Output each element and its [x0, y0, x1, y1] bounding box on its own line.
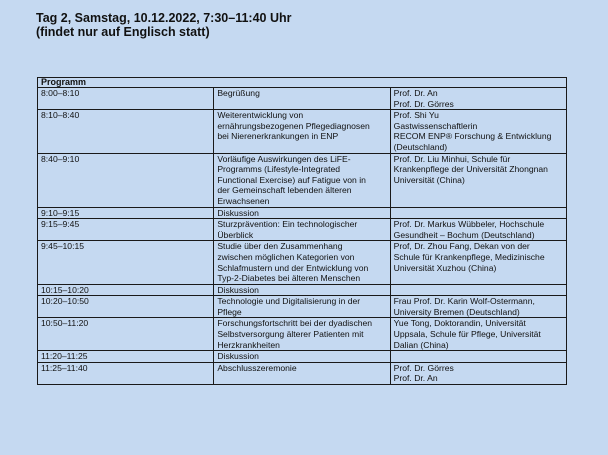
- topic-line: Functional Exercise) auf Fatigue von in: [217, 174, 366, 185]
- table-row: [38, 241, 567, 284]
- topic-cell: [214, 110, 390, 153]
- speaker-cell: [390, 351, 566, 363]
- topic-line: Technologie und Digitalisierung in der: [217, 296, 361, 307]
- time-cell: 9:45–10:15: [38, 241, 214, 284]
- topic-cell: [214, 284, 390, 296]
- time-cell: 8:00–8:10: [38, 88, 214, 110]
- speaker-line: Schule für Krankenpflege, Medizinische: [393, 251, 545, 262]
- topic-cell: [214, 153, 390, 207]
- time-cell: 11:25–11:40: [38, 362, 214, 384]
- topic-cell: [214, 318, 390, 351]
- table-row: [38, 88, 567, 110]
- table-row: [38, 351, 567, 363]
- topic-line: Programms (Lifestyle-Integrated: [217, 164, 341, 175]
- topic-cell: [214, 296, 390, 318]
- speaker-line: Universität (China): [393, 174, 465, 185]
- heading-line-1: Tag 2, Samstag, 10.12.2022, 7:30–11:40 Uhr: [36, 11, 292, 25]
- topic-line: Diskussion: [217, 351, 259, 362]
- topic-line: Abschlusszeremonie: [217, 362, 297, 373]
- speaker-cell: [390, 284, 566, 296]
- speaker-line: Dalian (China): [393, 339, 449, 350]
- topic-cell: [214, 207, 390, 219]
- speaker-line: Yue Tong, Doktorandin, Universität: [393, 318, 526, 329]
- table-header: Programm: [38, 78, 567, 88]
- time-cell: 10:20–10:50: [38, 296, 214, 318]
- speaker-line: Gesundheit – Bochum (Deutschland): [393, 229, 535, 240]
- speaker-line: Universität Xuzhou (China): [393, 262, 497, 273]
- topic-line: Typ-2-Diabetes bei älteren Menschen: [217, 273, 361, 284]
- topic-cell: [214, 88, 390, 110]
- table-row: [38, 318, 567, 351]
- topic-line: Selbstversorgung älterer Patienten mit: [217, 329, 364, 340]
- topic-line: Überblick: [217, 229, 254, 240]
- speaker-cell: [390, 110, 566, 153]
- topic-line: Diskussion: [217, 207, 259, 218]
- time-cell: 10:15–10:20: [38, 284, 214, 296]
- speaker-cell: [390, 88, 566, 110]
- page-heading: [36, 11, 291, 39]
- speaker-cell: [390, 296, 566, 318]
- speaker-cell: [390, 362, 566, 384]
- topic-line: Schlafmustern und der Entwicklung von: [217, 262, 369, 273]
- speaker-line: Prof. Dr. An: [393, 373, 438, 384]
- table-row: [38, 153, 567, 207]
- speaker-line: Prof. Dr. Görres: [393, 362, 454, 373]
- table-row: [38, 284, 567, 296]
- topic-line: der Gemeinschaft lebenden älteren: [217, 185, 352, 196]
- speaker-cell: [390, 219, 566, 241]
- topic-line: ernährungsbezogenen Pflegediagnosen: [217, 120, 370, 131]
- time-cell: 8:40–9:10: [38, 153, 214, 207]
- program-table: [37, 77, 567, 385]
- topic-line: Herzkrankheiten: [217, 339, 280, 350]
- speaker-line: Prof. Dr. Liu Minhui, Schule für: [393, 153, 511, 164]
- speaker-line: Gastwissenschaftlerin: [393, 120, 478, 131]
- speaker-line: Prof, Dr. Zhou Fang, Dekan von der: [393, 241, 530, 252]
- topic-line: Diskussion: [217, 284, 259, 295]
- table-row: [38, 110, 567, 153]
- topic-cell: [214, 241, 390, 284]
- time-cell: 9:10–9:15: [38, 207, 214, 219]
- speaker-line: (Deutschland): [393, 141, 448, 152]
- topic-line: Erwachsenen: [217, 195, 270, 206]
- topic-line: Pflege: [217, 306, 242, 317]
- topic-line: Forschungsfortschritt bei der dyadischen: [217, 318, 373, 329]
- time-cell: 11:20–11:25: [38, 351, 214, 363]
- table-row: [38, 362, 567, 384]
- speaker-line: Krankenpflege der Universität Zhongnan: [393, 164, 548, 175]
- table-row: [38, 219, 567, 241]
- time-cell: 8:10–8:40: [38, 110, 214, 153]
- speaker-line: Prof. Shi Yu: [393, 110, 439, 121]
- topic-line: bei Nierenerkrankungen in ENP: [217, 131, 339, 142]
- time-cell: 9:15–9:45: [38, 219, 214, 241]
- speaker-line: University Bremen (Deutschland): [393, 306, 520, 317]
- topic-cell: [214, 219, 390, 241]
- speaker-line: RECOM ENP® Forschung & Entwicklung: [393, 131, 552, 142]
- topic-line: Studie über den Zusammenhang: [217, 241, 343, 252]
- topic-cell: [214, 351, 390, 363]
- speaker-line: Uppsala, Schule für Pflege, Universität: [393, 329, 541, 340]
- speaker-cell: [390, 318, 566, 351]
- topic-line: zwischen möglichen Kategorien von: [217, 251, 355, 262]
- table-row: [38, 296, 567, 318]
- time-cell: 10:50–11:20: [38, 318, 214, 351]
- topic-cell: [214, 362, 390, 384]
- topic-line: Weiterentwicklung von: [217, 110, 304, 121]
- topic-line: Sturzprävention: Ein technologischer: [217, 219, 358, 230]
- speaker-line: Prof. Dr. Görres: [393, 98, 454, 109]
- topic-line: Vorläufige Auswirkungen des LiFE-: [217, 153, 351, 164]
- speaker-cell: [390, 241, 566, 284]
- topic-line: Begrüßung: [217, 88, 260, 98]
- table-row: [38, 207, 567, 219]
- program-table-body: [38, 88, 567, 385]
- heading-line-2: (findet nur auf Englisch statt): [36, 25, 210, 39]
- speaker-line: Prof. Dr. An: [393, 88, 438, 98]
- speaker-cell: [390, 207, 566, 219]
- speaker-line: Prof. Dr. Markus Wübbeler, Hochschule: [393, 219, 545, 230]
- speaker-cell: [390, 153, 566, 207]
- speaker-line: Frau Prof. Dr. Karin Wolf-Ostermann,: [393, 296, 535, 307]
